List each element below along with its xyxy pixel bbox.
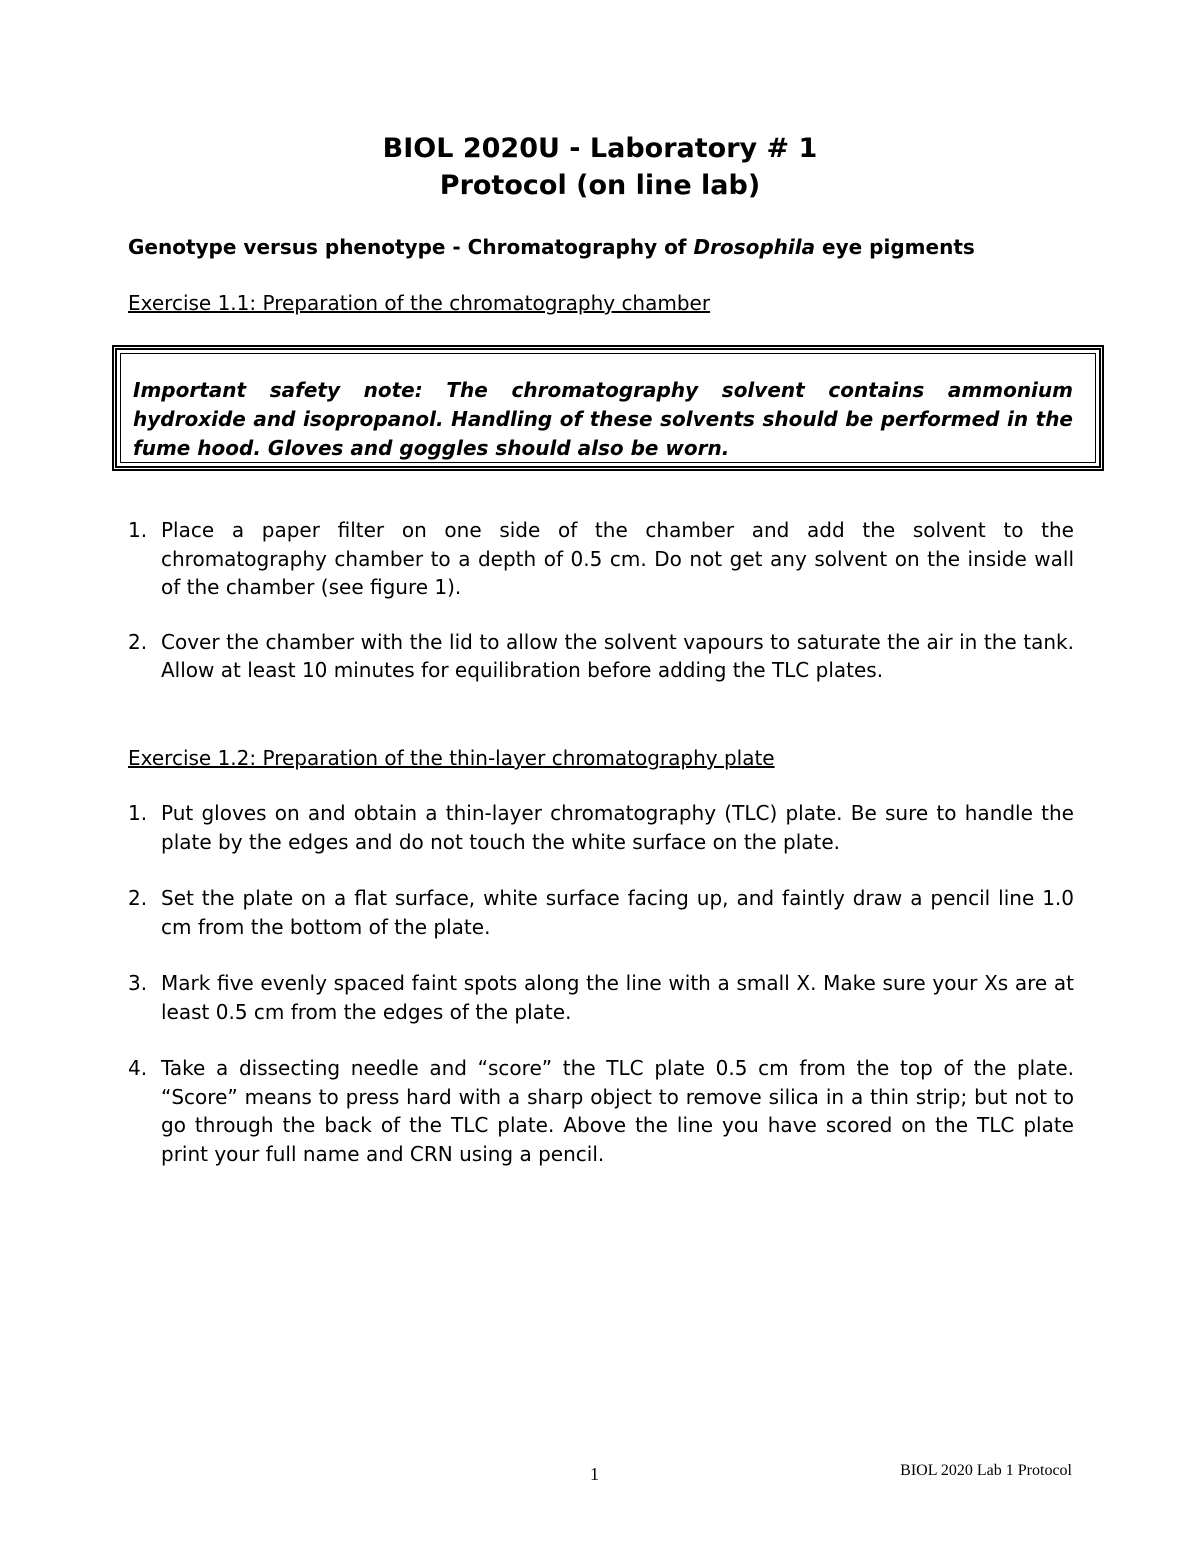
subtitle-suffix: eye pigments	[815, 235, 975, 259]
title-line-1: BIOL 2020U - Laboratory # 1	[382, 133, 818, 164]
safety-note-box	[112, 345, 1104, 471]
step-text: Set the plate on a flat surface, white surface facing up, and faintly draw a pencil line 1.0 cm from the bottom of the plate.	[161, 886, 1074, 939]
step-number: 1.	[128, 518, 148, 542]
step-text: Mark five evenly spaced faint spots along the line with a small X. Make sure your Xs are at least 0.5 cm from the edges of the plate.	[161, 971, 1074, 1024]
list-item	[128, 628, 1074, 685]
exercise-1-2-steps	[128, 799, 1074, 1168]
step-text: Place a paper filter on one side of the chamber and add the solvent to the chromatography chamber to a depth of 0.5 cm. Do not get any solvent on the inside wall of the chamber (see figure 1).	[161, 518, 1074, 599]
subtitle-prefix: Genotype versus phenotype - Chromatography of	[128, 235, 694, 259]
step-text: Take a dissecting needle and “score” the TLC plate 0.5 cm from the top of the plate. “Score” means to press hard with a sharp object to remove silica in a thin strip; but not to go through the back of the TLC plate. Above the line you have scored on the TLC plate print your full name and CRN using a pencil.	[161, 1056, 1074, 1166]
document-title	[0, 130, 1200, 204]
footer-doc-label: BIOL 2020 Lab 1 Protocol	[900, 1462, 1072, 1479]
list-item	[128, 799, 1074, 856]
step-text: Cover the chamber with the lid to allow the solvent vapours to saturate the air in the tank. Allow at least 10 minutes for equilibration before adding the TLC plates.	[161, 629, 1074, 682]
exercise-1-1-steps	[128, 516, 1074, 685]
step-number: 1.	[128, 801, 148, 825]
step-text: Put gloves on and obtain a thin-layer chromatography (TLC) plate. Be sure to handle the plate by the edges and do not touch the white surface on the plate.	[161, 801, 1074, 854]
list-item	[128, 1054, 1074, 1168]
step-number: 3.	[128, 971, 148, 995]
exercise-1-1-heading: Exercise 1.1: Preparation of the chromatography chamber	[128, 291, 711, 315]
subtitle-italic: Drosophila	[693, 235, 816, 259]
exercise-1-2-heading: Exercise 1.2: Preparation of the thin-layer chromatography plate	[128, 746, 775, 770]
title-line-2: Protocol (on line lab)	[439, 170, 761, 201]
list-item	[128, 516, 1074, 602]
document-subtitle	[128, 233, 975, 261]
step-number: 2.	[128, 629, 148, 654]
list-item	[128, 884, 1074, 941]
list-item	[128, 969, 1074, 1026]
page-number: 1	[590, 1464, 599, 1484]
safety-note-text: Important safety note: The chromatography solvent contains ammonium hydroxide and isopropanol. Handling of these solvents should be performed in the fume hood. Gloves and goggles should also be worn.	[133, 378, 1073, 460]
step-number: 2.	[128, 886, 148, 910]
step-number: 4.	[128, 1056, 148, 1080]
